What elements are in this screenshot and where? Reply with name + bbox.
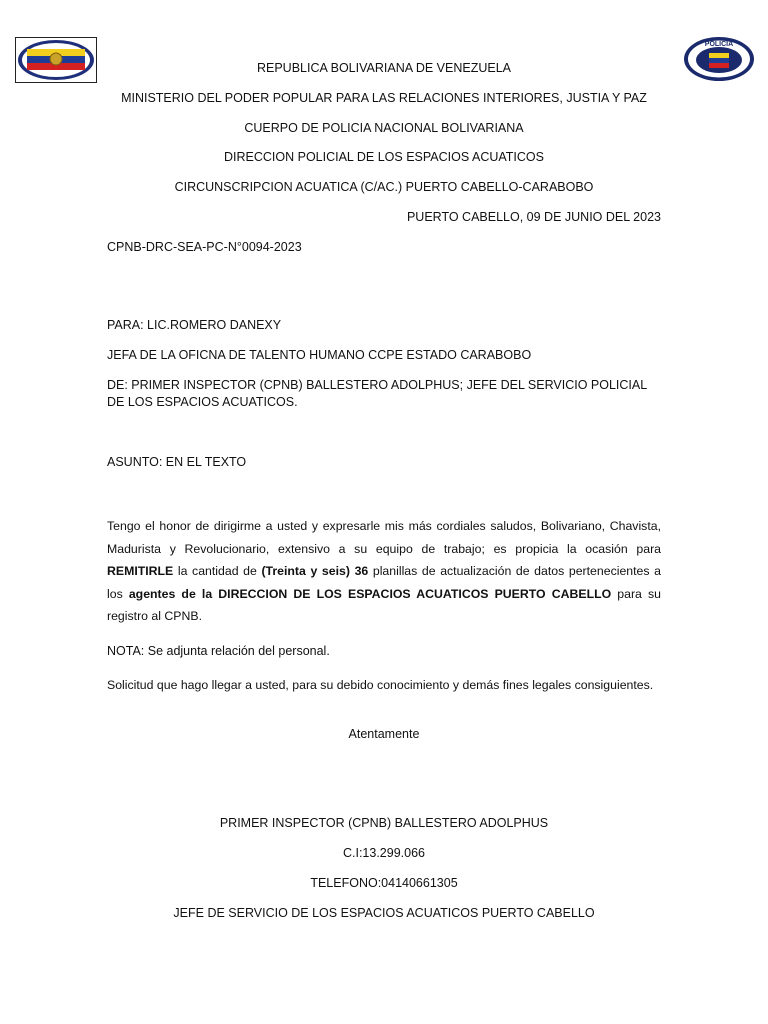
ministry-seal-icon: [15, 37, 97, 83]
request-paragraph: Solicitud que hago llegar a usted, para su debido conocimiento y demás fines legales consiguientes.: [107, 678, 654, 692]
body-paragraph: [107, 515, 661, 628]
body-bold-agents: agentes de la DIRECCION DE LOS ESPACIOS ACUATICOS PUERTO CABELLO: [128, 586, 612, 601]
document-date: PUERTO CABELLO, 09 DE JUNIO DEL 2023: [406, 210, 661, 224]
document-reference: CPNB-DRC-SEA-PC-N°0094-2023: [107, 240, 302, 254]
badge-text: POLICIA: [704, 41, 734, 48]
sender-line-1: DE: PRIMER INSPECTOR (CPNB) BALLESTERO ADOLPHUS; JEFE DEL SERVICIO POLICIAL: [107, 378, 648, 392]
body-bold-quantity: (Treinta y seis) 36: [261, 564, 369, 578]
header-line-4: DIRECCION POLICIAL DE LOS ESPACIOS ACUATICOS: [224, 150, 544, 164]
signature-phone: TELEFONO:04140661305: [310, 876, 458, 890]
recipient-position: JEFA DE LA OFICNA DE TALENTO HUMANO CCPE ESTADO CARABOBO: [107, 348, 532, 362]
note-line: NOTA: Se adjunta relación del personal.: [107, 644, 330, 658]
body-text-2: la cantidad de: [173, 564, 262, 578]
subject-line: ASUNTO: EN EL TEXTO: [107, 455, 247, 469]
closing-line: Atentamente: [348, 727, 420, 741]
recipient-line: PARA: LIC.ROMERO DANEXY: [107, 318, 282, 332]
sender-line-2: DE LOS ESPACIOS ACUATICOS.: [107, 395, 298, 409]
body-bold-remitirle: REMITIRLE: [107, 564, 174, 578]
body-text-4: para su registro al CPNB.: [107, 586, 661, 623]
policia-nacional-badge-icon: [683, 36, 755, 82]
header-line-3: CUERPO DE POLICIA NACIONAL BOLIVARIANA: [244, 121, 524, 135]
header-line-5: CIRCUNSCRIPCION ACUATICA (C/AC.) PUERTO CABELLO-CARABOBO: [174, 180, 594, 194]
body-text-3: planillas de actualización de datos pertenecientes a los: [107, 564, 661, 601]
header-line-2: MINISTERIO DEL PODER POPULAR PARA LAS RELACIONES INTERIORES, JUSTIA Y PAZ: [121, 91, 647, 105]
signature-name: PRIMER INSPECTOR (CPNB) BALLESTERO ADOLPHUS: [219, 816, 549, 830]
body-text-1: Tengo el honor de dirigirme a usted y expresarle mis más cordiales saludos, Bolivariano, Chavista, Madurista y Revolucionario, extensivo a su equipo de trabajo; es propicia la ocasión para: [107, 519, 661, 556]
header-line-1: REPUBLICA BOLIVARIANA DE VENEZUELA: [256, 61, 512, 75]
signature-id: C.I:13.299.066: [342, 846, 425, 860]
signature-title: JEFE DE SERVICIO DE LOS ESPACIOS ACUATICOS PUERTO CABELLO: [173, 906, 595, 920]
